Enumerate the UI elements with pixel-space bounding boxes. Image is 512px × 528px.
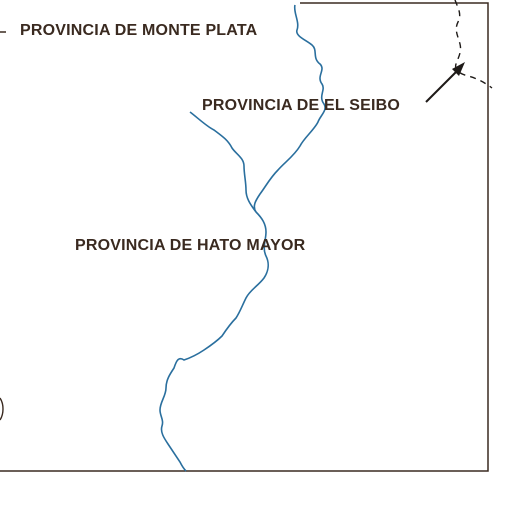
province-boundary-el-seibo-west bbox=[190, 112, 256, 212]
left-edge-arc bbox=[0, 398, 3, 420]
label-provincia-hato-mayor: PROVINCIA DE HATO MAYOR bbox=[75, 237, 306, 254]
leader-arrow-line bbox=[426, 70, 458, 102]
label-provincia-el-seibo: PROVINCIA DE EL SEIBO bbox=[202, 97, 401, 114]
label-provincia-monte-plata: PROVINCIA DE MONTE PLATA bbox=[20, 22, 258, 39]
dashed-boundary-line bbox=[455, 0, 492, 88]
